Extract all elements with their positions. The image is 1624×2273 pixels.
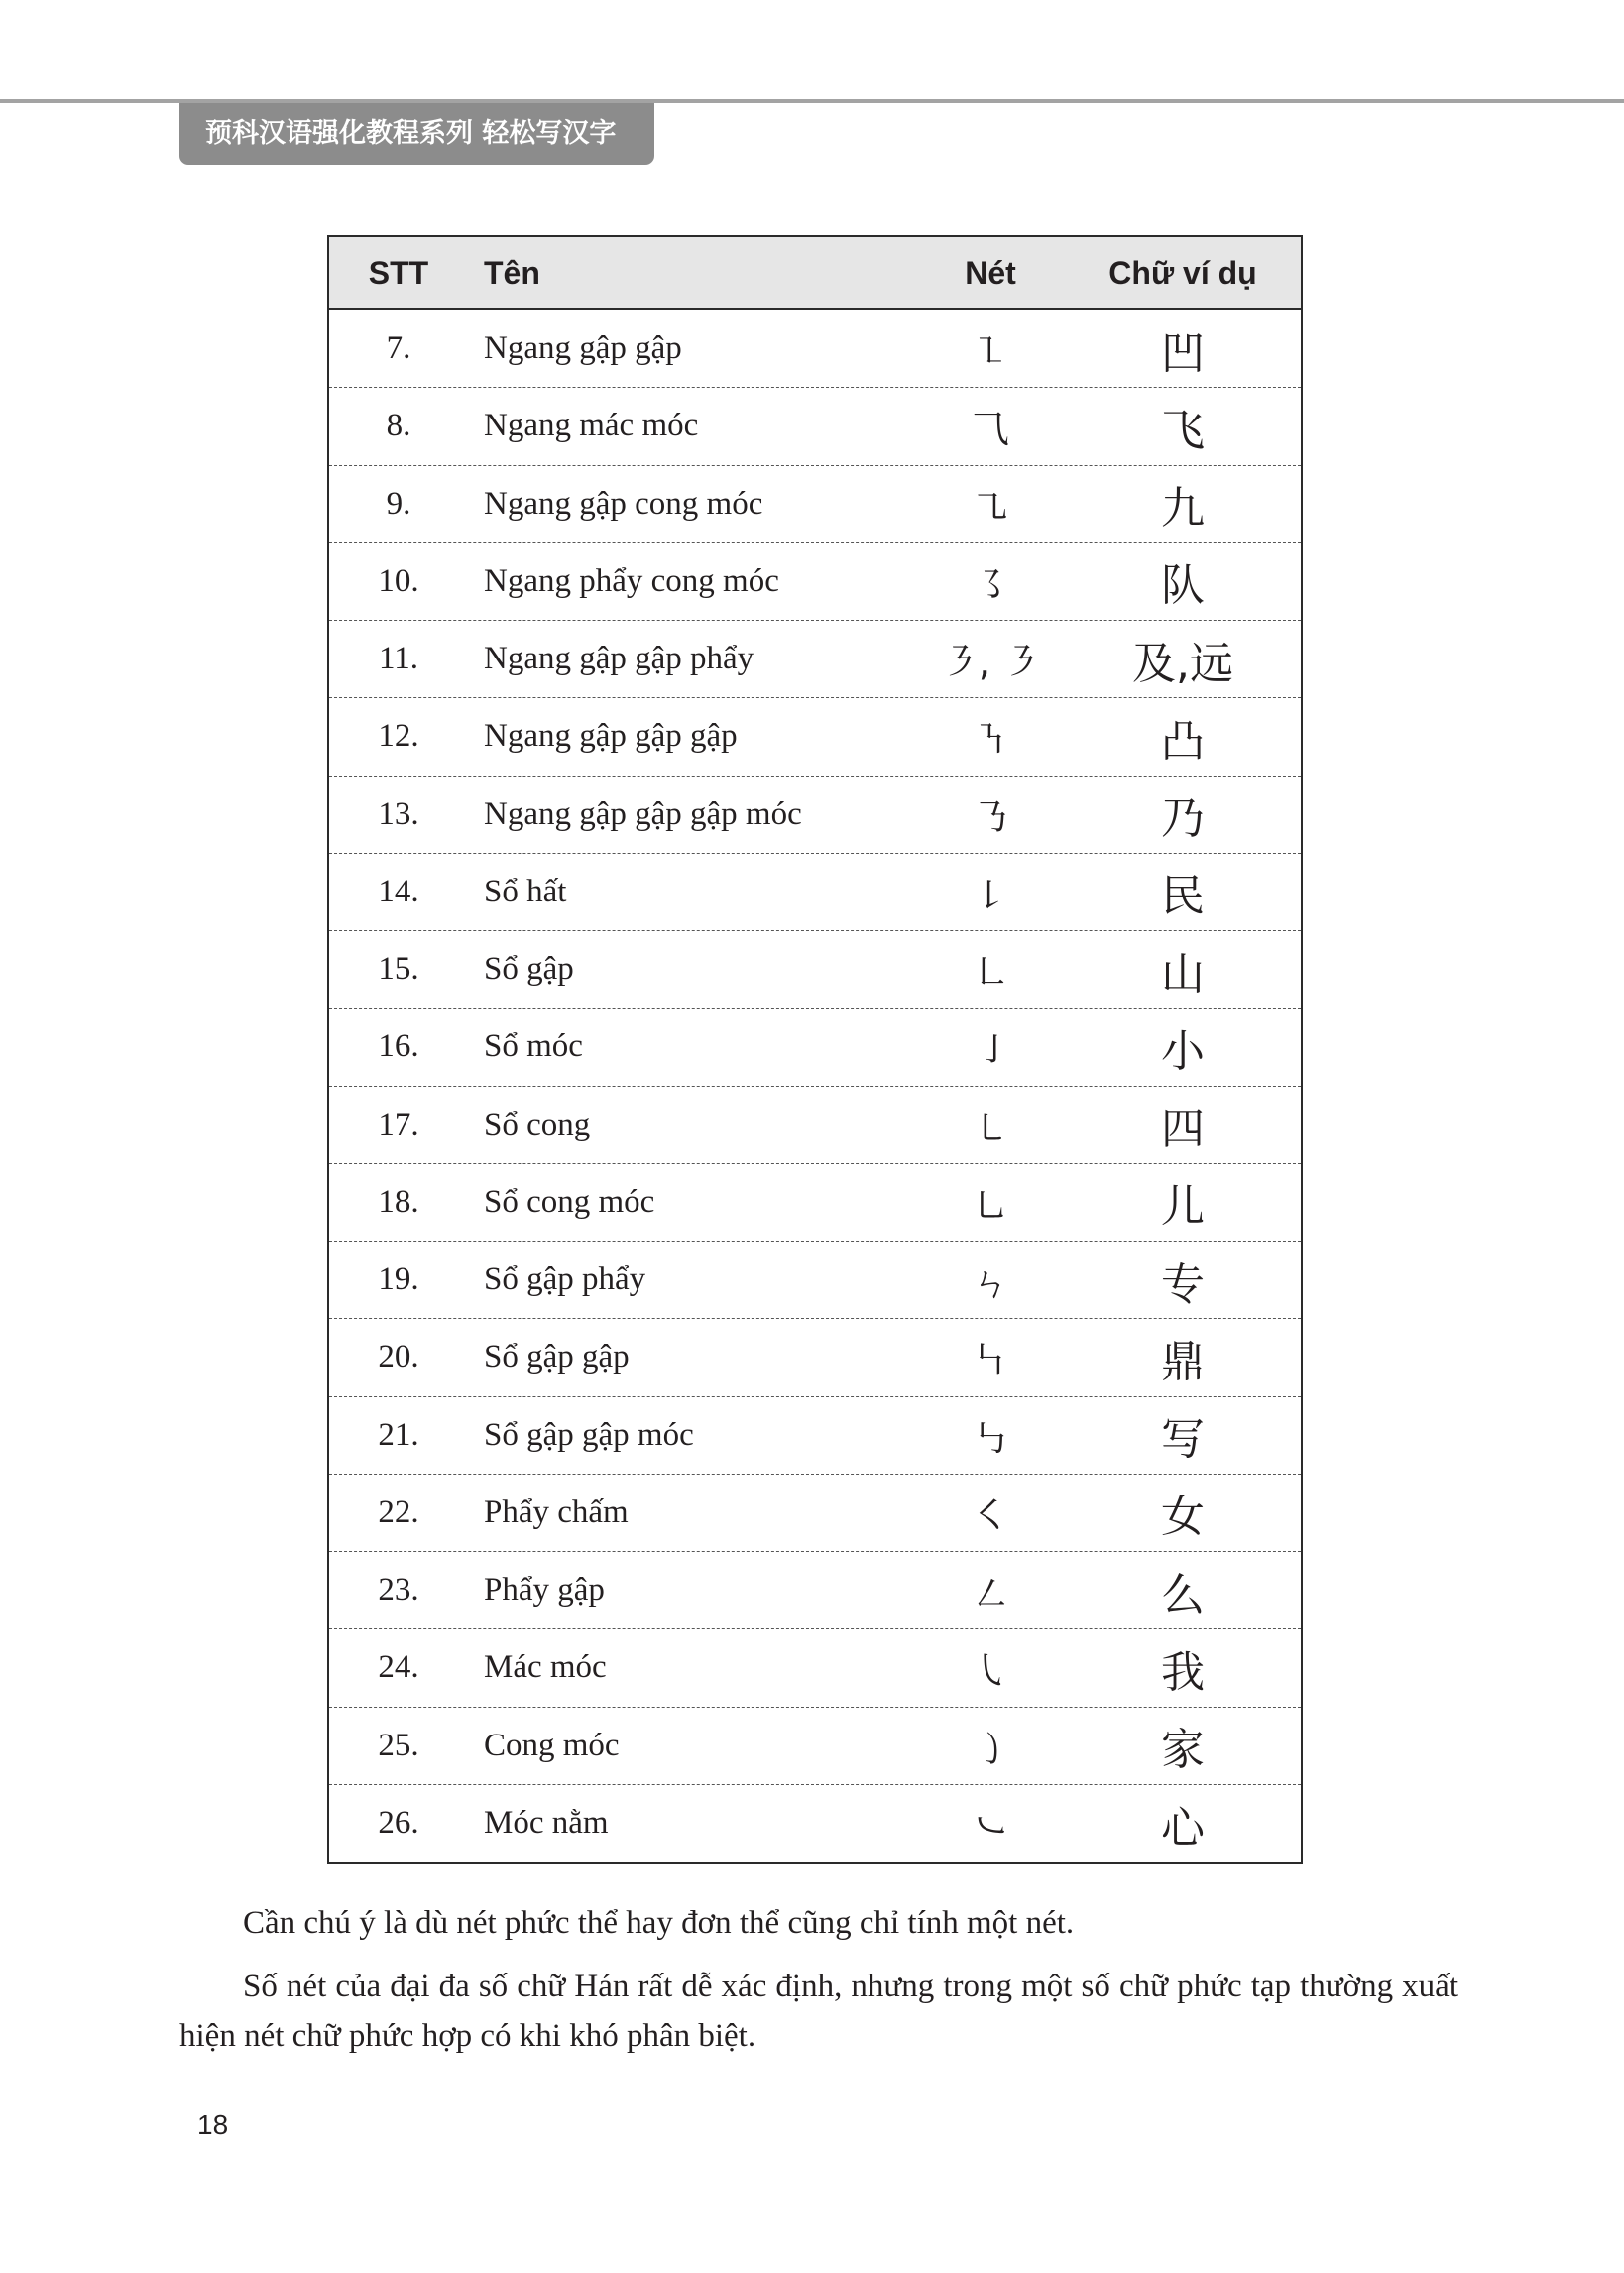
stroke-name: Sổ gập [484, 951, 574, 988]
page-number: 18 [197, 2109, 229, 2140]
stroke-name: Sổ móc [484, 1028, 583, 1065]
column-header-stt: STT [368, 254, 429, 291]
stroke-glyph: ㇈ [971, 485, 1009, 530]
stroke-glyph: ㇂ [971, 1649, 1009, 1694]
table-row [329, 543, 1301, 621]
stroke-glyph: ㇞ [971, 1339, 1009, 1383]
row-number: 11. [378, 641, 419, 677]
example-character: 凹 [1161, 327, 1205, 379]
stroke-name: Ngang gập gập [484, 330, 682, 367]
row-number: 13. [378, 795, 419, 832]
column-header-name: Tên [484, 254, 540, 291]
row-number: 15. [378, 951, 419, 988]
row-number: 19. [378, 1261, 419, 1298]
stroke-name: Móc nằm [484, 1805, 609, 1842]
stroke-name: Sổ gập gập móc [484, 1416, 694, 1453]
table-row [329, 777, 1301, 854]
table-row [329, 931, 1301, 1009]
example-character: 心 [1161, 1802, 1205, 1854]
example-character: 队 [1161, 560, 1205, 612]
stroke-glyph: ㇁ [971, 1727, 1009, 1771]
row-number: 20. [378, 1339, 419, 1376]
table-row [329, 1164, 1301, 1242]
row-number: 12. [378, 718, 419, 755]
table-row [329, 854, 1301, 931]
stroke-name: Phẩy gập [484, 1572, 605, 1609]
example-character: 么 [1161, 1569, 1205, 1620]
stroke-name: Mác móc [484, 1649, 607, 1686]
example-character: 女 [1161, 1492, 1205, 1543]
row-number: 9. [386, 485, 411, 522]
table-row [329, 466, 1301, 543]
example-character: 民 [1161, 871, 1205, 922]
table-row [329, 1397, 1301, 1475]
stroke-name: Phẩy chấm [484, 1494, 629, 1530]
row-number: 17. [378, 1106, 419, 1142]
stroke-name: Ngang mác móc [484, 408, 699, 444]
body-paragraph: Số nét của đại đa số chữ Hán rất dễ xác định, nhưng trong một số chữ phức tạp thường xuất hiện nét chữ phức hợp có khi khó phân biệt. [179, 1969, 1458, 2054]
series-title-tab [179, 103, 654, 165]
stroke-glyph: ㇜ [971, 1572, 1009, 1616]
stroke-name: Cong móc [484, 1727, 620, 1763]
row-number: 7. [386, 330, 411, 367]
row-number: 18. [378, 1183, 419, 1220]
example-character: 飞 [1161, 405, 1205, 456]
row-number: 23. [378, 1572, 419, 1609]
example-character: 及,远 [1132, 638, 1233, 689]
table-row [329, 310, 1301, 388]
row-number: 24. [378, 1649, 419, 1686]
stroke-name: Ngang phẩy cong móc [484, 562, 779, 599]
stroke-glyph: ㇃ [971, 1805, 1009, 1850]
row-number: 21. [378, 1416, 419, 1453]
example-character: 专 [1161, 1258, 1205, 1310]
table-row [329, 698, 1301, 776]
row-number: 14. [378, 873, 419, 909]
row-number: 10. [378, 562, 419, 599]
stroke-glyph: ㇛ [971, 1494, 1009, 1538]
example-character: 九 [1161, 483, 1205, 535]
table-row [329, 621, 1301, 698]
row-number: 8. [386, 408, 411, 444]
stroke-name: Sổ gập phẩy [484, 1261, 646, 1298]
table-row [329, 1087, 1301, 1164]
stroke-glyph: ㇙ [971, 873, 1009, 917]
example-character: 家 [1161, 1725, 1205, 1776]
stroke-name: Ngang gập cong móc [484, 485, 763, 522]
body-paragraph: Cần chú ý là dù nét phức thể hay đơn thể cũng chỉ tính một nét. [243, 1905, 1075, 1941]
series-title: 预科汉语强化教程系列 轻松写汉字 [205, 118, 617, 149]
example-character: 凸 [1161, 715, 1205, 767]
stroke-glyph: ㇌ [971, 562, 1009, 607]
row-number: 16. [378, 1028, 419, 1065]
stroke-glyph: ㇉ [971, 1416, 1009, 1461]
table-header-row [329, 237, 1301, 310]
table-row [329, 1319, 1301, 1396]
example-character: 写 [1161, 1414, 1205, 1466]
example-character: 山 [1161, 948, 1205, 1000]
example-character: 小 [1161, 1025, 1205, 1077]
table-row [329, 1708, 1301, 1785]
stroke-glyph: ㇄ [971, 1106, 1009, 1150]
stroke-glyph: ㇎ [971, 718, 1009, 763]
example-character: 四 [1161, 1104, 1205, 1155]
table-row [329, 1629, 1301, 1707]
stroke-glyph: ㄣ [971, 1261, 1009, 1306]
stroke-name: Ngang gập gập gập móc [484, 795, 802, 832]
stroke-name: Ngang gập gập phẩy [484, 641, 754, 677]
stroke-glyph: ㇋, ㇋ [940, 641, 1041, 685]
stroke-glyph: ㇟ [971, 1183, 1009, 1228]
table-row [329, 1009, 1301, 1086]
table-row [329, 1242, 1301, 1319]
stroke-name: Sổ cong móc [484, 1183, 655, 1220]
stroke-name: Sổ hất [484, 873, 567, 909]
row-number: 25. [378, 1727, 419, 1763]
table-row [329, 388, 1301, 465]
stroke-name: Sổ cong [484, 1106, 591, 1142]
example-character: 鼎 [1161, 1336, 1205, 1387]
row-number: 22. [378, 1494, 419, 1530]
stroke-glyph: ㇚ [971, 1028, 1009, 1073]
stroke-table [327, 235, 1303, 1864]
example-character: 我 [1161, 1646, 1205, 1698]
stroke-glyph: ㇅ [971, 330, 1009, 375]
column-header-stroke: Nét [965, 254, 1016, 291]
table-row [329, 1552, 1301, 1629]
row-number: 26. [378, 1805, 419, 1842]
table-row [329, 1475, 1301, 1552]
example-character: 儿 [1161, 1181, 1205, 1233]
stroke-name: Sổ gập gập [484, 1339, 630, 1376]
example-character: 乃 [1161, 793, 1205, 845]
stroke-glyph: ⺄ [971, 408, 1009, 452]
column-header-example: Chữ ví dụ [1108, 254, 1257, 291]
stroke-name: Ngang gập gập gập [484, 718, 738, 755]
stroke-glyph: ㇡ [971, 795, 1009, 840]
table-row [329, 1785, 1301, 1862]
stroke-glyph: ㇗ [971, 951, 1009, 996]
